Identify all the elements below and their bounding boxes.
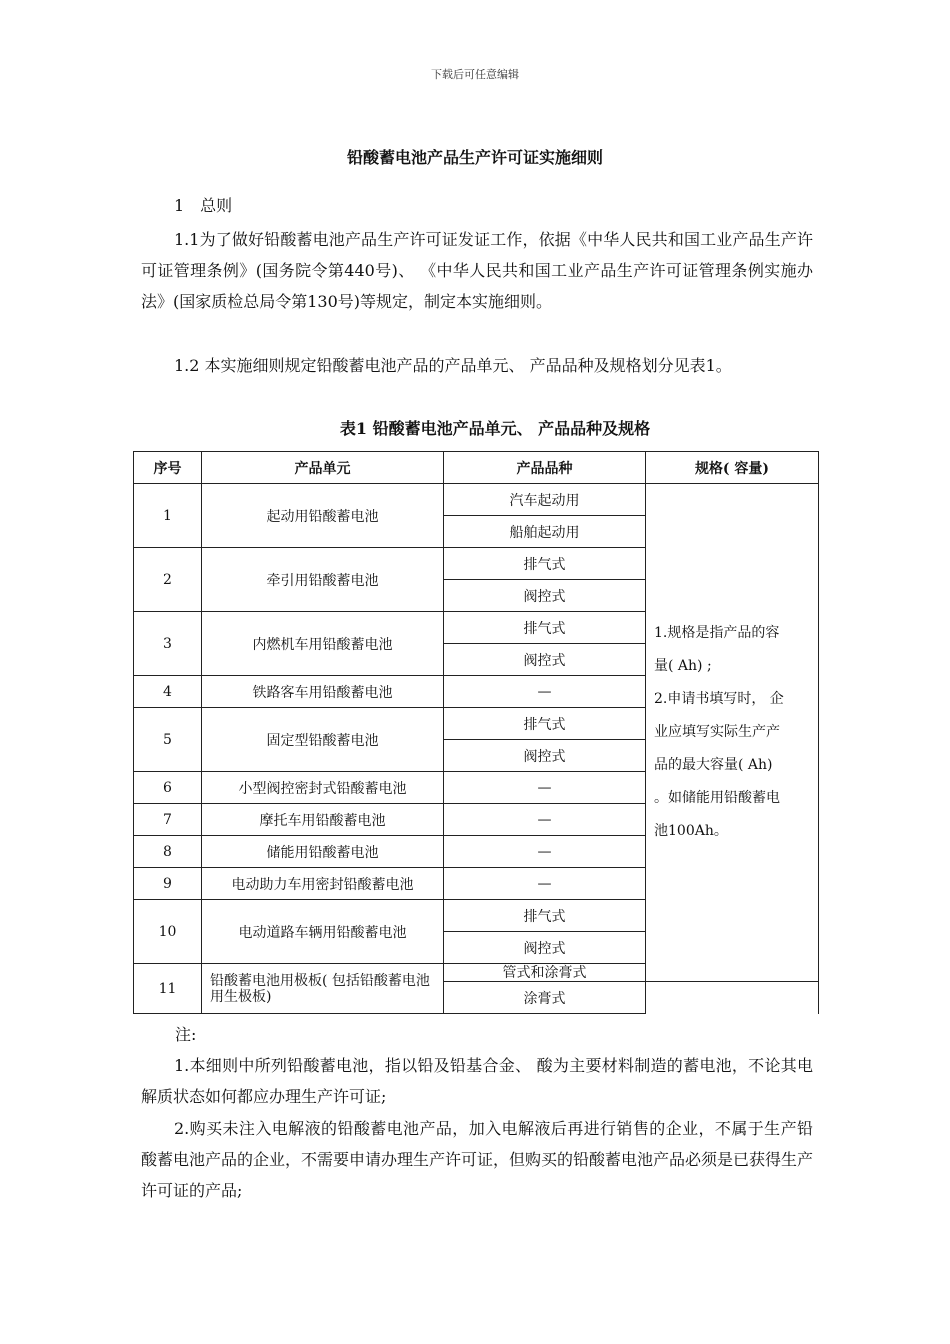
row-variety: 排气式 [444, 900, 646, 932]
row-unit: 小型阀控密封式铅酸蓄电池 [202, 772, 444, 804]
spec-note-line: 。如储能用铅酸蓄电 [654, 790, 780, 807]
spec-table [133, 451, 819, 1014]
row-variety: 汽车起动用 [444, 484, 646, 516]
spec-note-line: 池100Ah。 [654, 823, 728, 840]
row-variety: — [444, 676, 646, 708]
section-heading: 1 总则 [174, 196, 233, 215]
row-no: 2 [134, 548, 202, 612]
row-unit: 牵引用铅酸蓄电池 [202, 548, 444, 612]
spec-note-line: 2.申请书填写时， 企 [654, 691, 784, 708]
row-unit: 铅酸蓄电池用极板( 包括铅酸蓄电池用生极板) [202, 964, 444, 1014]
row-variety: — [444, 804, 646, 836]
row-no: 7 [134, 804, 202, 836]
header-variety: 产品品种 [444, 452, 646, 484]
row-variety: 阀控式 [444, 740, 646, 772]
table-title: 表1 铅酸蓄电池产品单元、 产品品种及规格 [339, 419, 651, 438]
row-no: 3 [134, 612, 202, 676]
row-no: 11 [134, 964, 202, 1014]
row-variety: 船舶起动用 [444, 516, 646, 548]
row-unit: 内燃机车用铅酸蓄电池 [202, 612, 444, 676]
row-variety: 阀控式 [444, 932, 646, 964]
spec-note-cell [646, 484, 819, 982]
spec-note-line: 品的最大容量( Ah) [654, 757, 773, 774]
row-variety: 排气式 [444, 548, 646, 580]
header-note: 下载后可任意编辑 [431, 68, 519, 81]
header-no: 序号 [134, 452, 202, 484]
row-unit: 铁路客车用铅酸蓄电池 [202, 676, 444, 708]
paragraph-1-2: 1.2 本实施细则规定铅酸蓄电池产品的产品单元、 产品品种及规格划分见表1。 [174, 356, 732, 375]
row-variety: — [444, 836, 646, 868]
row-variety: 排气式 [444, 708, 646, 740]
notes-label: 注: [175, 1025, 197, 1044]
row-no: 10 [134, 900, 202, 964]
document-title: 铅酸蓄电池产品生产许可证实施细则 [346, 148, 603, 167]
row-unit: 电动道路车辆用铅酸蓄电池 [202, 900, 444, 964]
spec-note-line: 业应填写实际生产产 [654, 724, 780, 741]
paragraph-1-1: 1.1为了做好铅酸蓄电池产品生产许可证发证工作，依据《中华人民共和国工业产品生产许可证管理条例》(国务院令第440号)、 《中华人民共和国工业产品生产许可证管理条例实施办法》(国家质检总局令第130号)等规定，制定本实施细则。 [141, 230, 813, 311]
row-unit: 起动用铅酸蓄电池 [202, 484, 444, 548]
row-variety: 管式和涂膏式 [444, 964, 646, 982]
row-no: 1 [134, 484, 202, 548]
note-2: 2.购买未注入电解液的铅酸蓄电池产品，加入电解液后再进行销售的企业，不属于生产铅酸蓄电池产品的企业，不需要申请办理生产许可证，但购买的铅酸蓄电池产品必须是已获得生产许可证的产品; [141, 1119, 814, 1200]
row-variety: 阀控式 [444, 580, 646, 612]
header-spec: 规格( 容量) [646, 452, 819, 484]
table-header-row [134, 452, 819, 484]
row-unit: 固定型铅酸蓄电池 [202, 708, 444, 772]
row-no: 4 [134, 676, 202, 708]
row-variety: 涂膏式 [444, 982, 646, 1014]
row-unit: 电动助力车用密封铅酸蓄电池 [202, 868, 444, 900]
spec-note-line: 1.规格是指产品的容 [654, 625, 780, 642]
row-variety: 阀控式 [444, 644, 646, 676]
note-1: 1.本细则中所列铅酸蓄电池，指以铅及铅基合金、 酸为主要材料制造的蓄电池，不论其电解质状态如何都应办理生产许可证; [141, 1056, 813, 1106]
row-variety: 排气式 [444, 612, 646, 644]
spec-note-line: 量( Ah) ; [654, 658, 712, 675]
row-unit: 摩托车用铅酸蓄电池 [202, 804, 444, 836]
row-no: 9 [134, 868, 202, 900]
row-variety: — [444, 868, 646, 900]
header-unit: 产品单元 [202, 452, 444, 484]
row-unit: 储能用铅酸蓄电池 [202, 836, 444, 868]
row-no: 6 [134, 772, 202, 804]
row-no: 5 [134, 708, 202, 772]
row-variety: — [444, 772, 646, 804]
table-row [134, 484, 819, 516]
row-no: 8 [134, 836, 202, 868]
